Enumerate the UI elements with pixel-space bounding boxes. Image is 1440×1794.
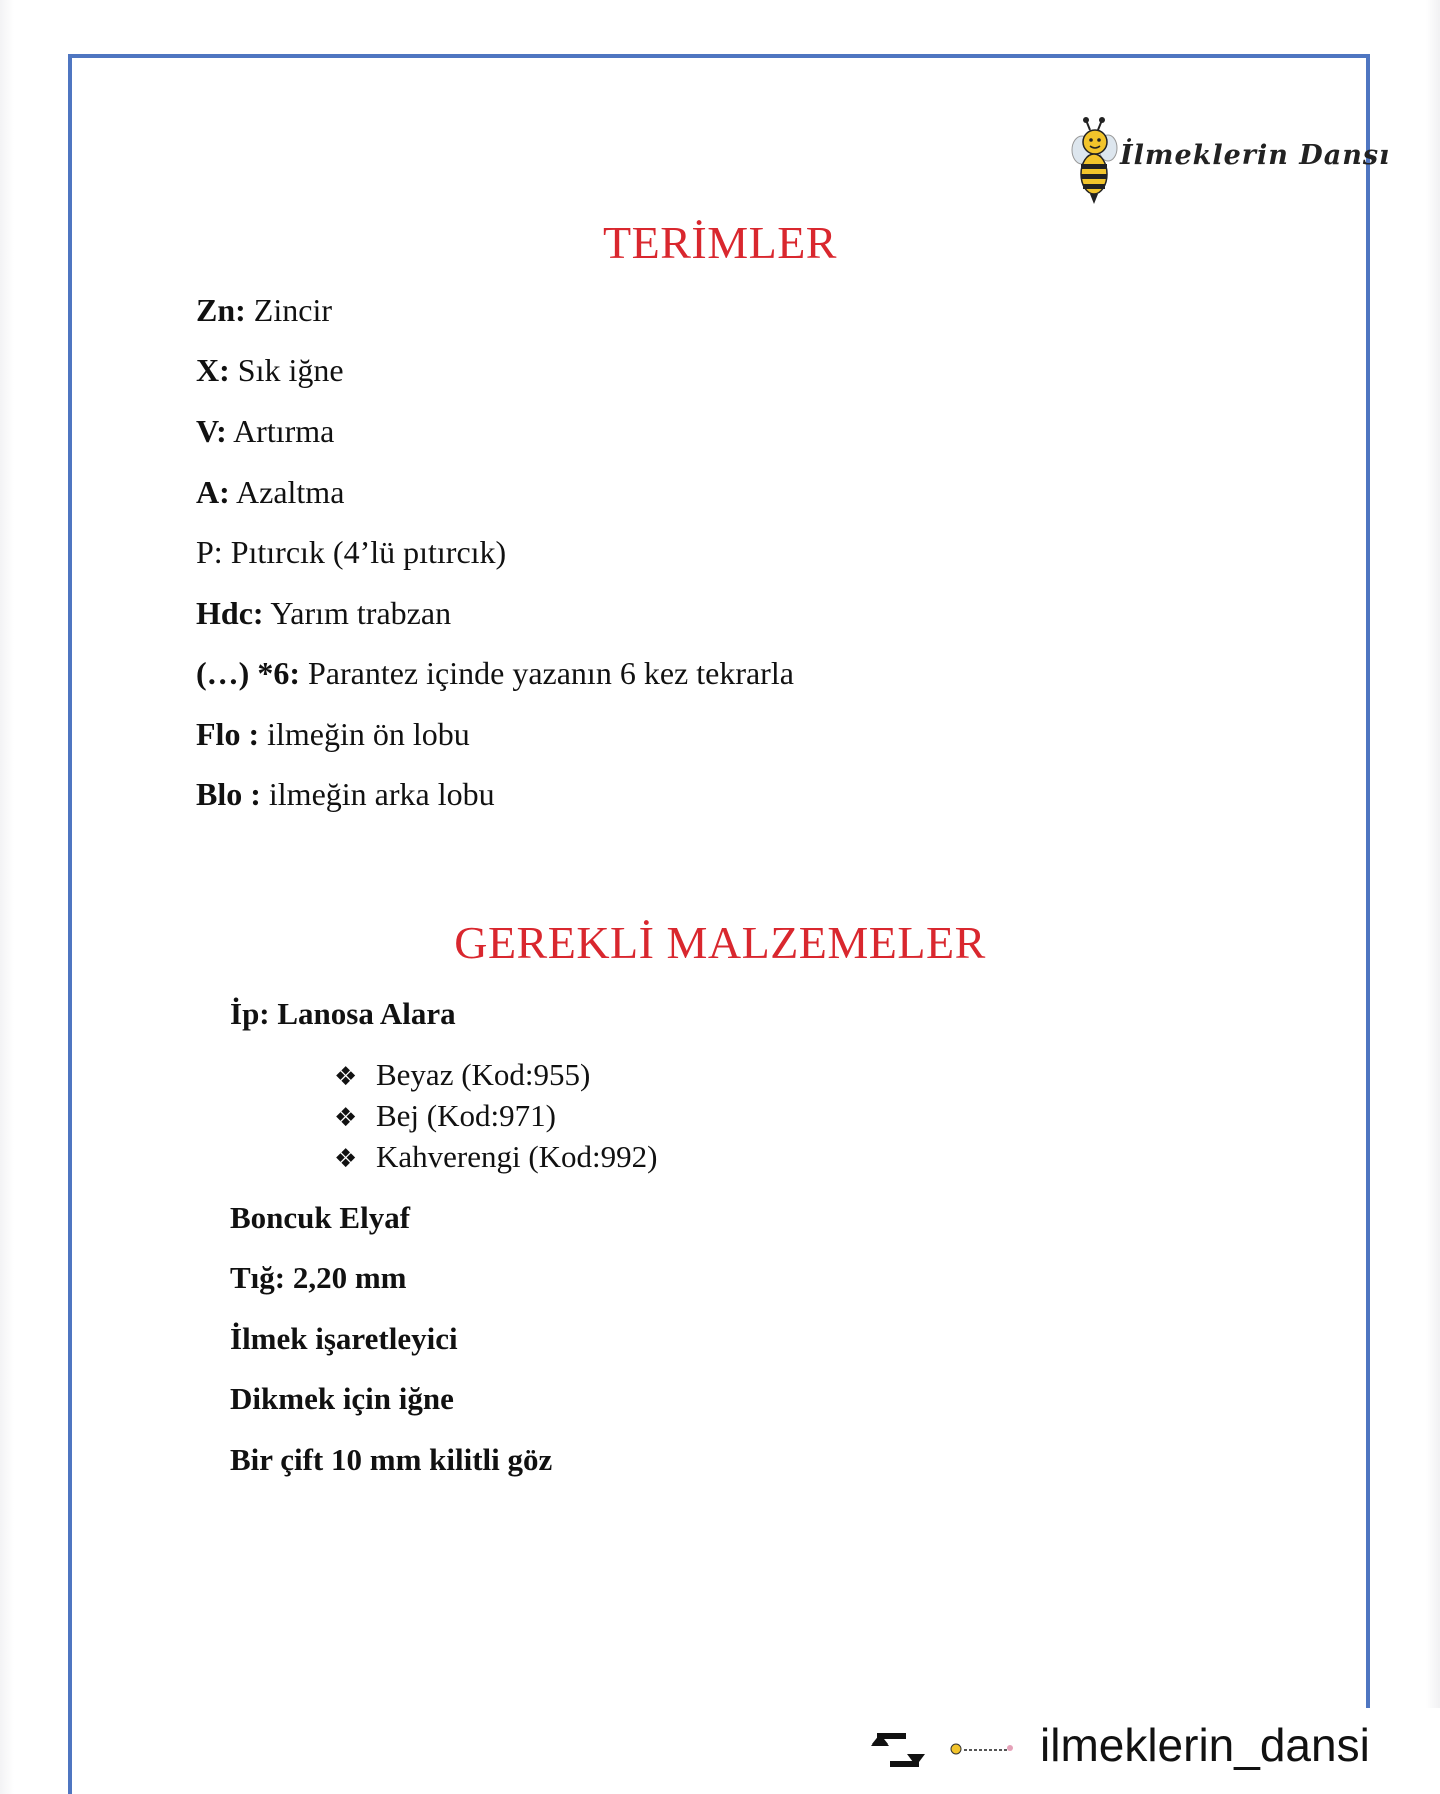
term-abbr: X: xyxy=(196,352,230,388)
term-desc: ilmeğin ön lobu xyxy=(259,716,470,752)
diamond-bullet-icon: ❖ xyxy=(334,1062,358,1092)
material-item: Dikmek için iğne xyxy=(230,1381,454,1416)
terms-heading: TERİMLER xyxy=(603,217,837,268)
bee-icon xyxy=(1068,116,1120,208)
repost-icon[interactable] xyxy=(870,1722,926,1778)
term-desc: ilmeğin arka lobu xyxy=(260,776,495,812)
diamond-bullet-icon: ❖ xyxy=(334,1103,358,1133)
account-handle[interactable]: ilmeklerin_dansi xyxy=(1040,1719,1370,1771)
term-item xyxy=(196,776,495,813)
term-item xyxy=(196,352,344,389)
repost-footer xyxy=(842,1708,1440,1794)
term-desc: P: Pıtırcık (4’lü pıtırcık) xyxy=(196,534,507,570)
term-desc: Zincir xyxy=(245,292,332,328)
term-desc: Sık iğne xyxy=(229,352,344,388)
yarn-color-item xyxy=(334,1057,590,1093)
term-desc: Artırma xyxy=(226,413,335,449)
logo-text: İlmeklerin Dansı xyxy=(1120,140,1391,171)
yarn-color: Kahverengi (Kod:992) xyxy=(376,1139,658,1174)
materials-heading: GEREKLİ MALZEMELER xyxy=(454,917,986,968)
term-abbr: (…) *6: xyxy=(196,655,300,691)
term-abbr: Zn: xyxy=(196,292,246,328)
material-item: Tığ: 2,20 mm xyxy=(230,1260,407,1295)
term-desc: Parantez içinde yazanın 6 kez tekrarla xyxy=(299,655,794,691)
term-abbr: Hdc: xyxy=(196,595,264,631)
mini-logo-icon xyxy=(950,1738,1014,1760)
yarn-color-item xyxy=(334,1098,556,1134)
yarn-color-item xyxy=(334,1139,658,1175)
term-item xyxy=(196,716,470,753)
term-item xyxy=(196,655,794,692)
term-item xyxy=(196,474,344,511)
yarn-color: Beyaz (Kod:955) xyxy=(376,1057,591,1092)
term-item xyxy=(196,595,451,632)
term-abbr: Blo : xyxy=(196,776,261,812)
term-item xyxy=(196,534,506,571)
yarn-label: İp: Lanosa Alara xyxy=(230,996,456,1031)
diamond-bullet-icon: ❖ xyxy=(334,1144,358,1174)
material-item: İlmek işaretleyici xyxy=(230,1321,458,1356)
term-item xyxy=(196,292,332,329)
term-abbr: Flo : xyxy=(196,716,260,752)
yarn-color: Bej (Kod:971) xyxy=(376,1098,556,1133)
term-abbr: V: xyxy=(196,413,227,449)
term-abbr: A: xyxy=(196,474,230,510)
material-item: Boncuk Elyaf xyxy=(230,1200,411,1235)
brand-logo xyxy=(1068,116,1391,208)
term-desc: Azaltma xyxy=(229,474,345,510)
term-item xyxy=(196,413,334,450)
term-desc: Yarım trabzan xyxy=(263,595,452,631)
material-item: Bir çift 10 mm kilitli göz xyxy=(230,1442,553,1477)
